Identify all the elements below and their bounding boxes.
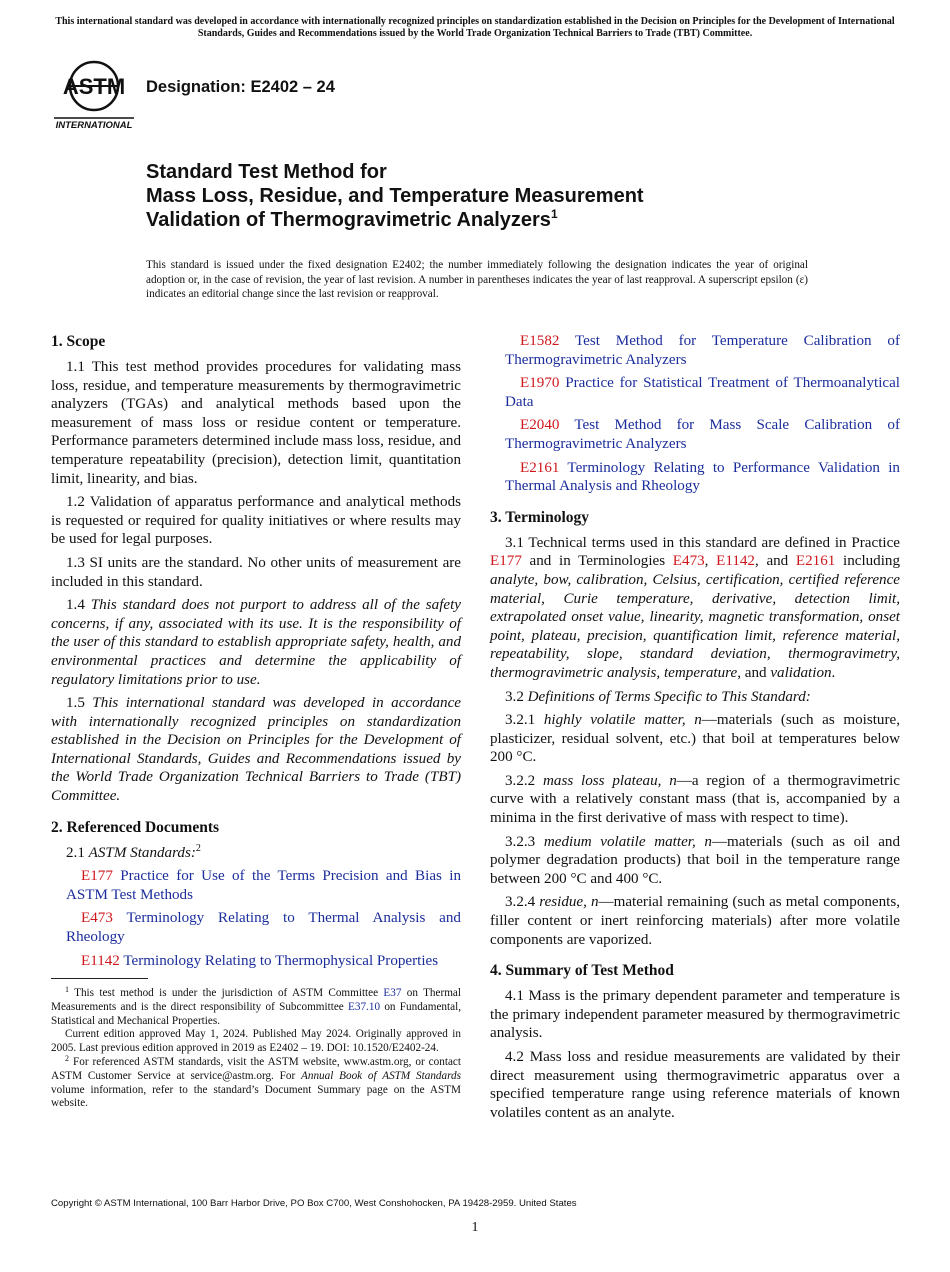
footnotes [51,987,461,1111]
para-1-5: 1.5 This international standard was developed in accordance with internationally recognized principles on standardization established in the Decision on Principles for the Development of International Standards, Guides and Recommendations issued by the World Trade Organization Technical Barriers to Trade (TBT) Committee. [51,695,461,805]
para-3-1: 3.1 Technical terms used in this standard are defined in Practice E177 and in Terminologies E473, E1142, and E2161 including analyte, bow, calibration, Celsius, certification, certified reference material, Curie temperature, derivative, detection limit, extrapolated onset value, linearity, magnetic transformation, onset point, plateau, precision, quantification limit, reference material, repeatability, slope, standard deviation, thermogravimetry, thermogravimetric analysis, temperature, and validation. [490,534,901,681]
footnote-1: $^1$ This test method is under the jurisdiction of ASTM Committee E37 on Thermal Measurements and is the direct responsibility of Subcommittee E37.10 on Fundamental, Statistical and Mechanical Properties. [51,985,461,1027]
ref-item[interactable]: E473 Terminology Relating to Thermal Analysis and Rheology [66,910,461,946]
ref-item[interactable]: E2040 Test Method for Mass Scale Calibration of Thermogravimetric Analyzers [505,417,900,452]
para-1-1: 1.1 This test method provides procedures for validating mass loss, residue, and temperature measurements by thermogravimetric analyzers (TGAs) and analytical methods based upon the measurement of mass loss or residue content or temperature. Performance parameters determined include mass loss, residue, and temperature repeatability (precision), detection limit, quantitation limit, linearity, and bias. [51,359,461,487]
para-3-2-2: 3.2.2 mass loss plateau, n—a region of a thermogravimetric curve with a relatively constant mass (that is, accompanied by a minima in the first derivative of mass with respect to time). [490,772,900,827]
tbt-header-note: This international standard was developed in accordance with internationally recognized principles on standardization established in the Decision on Principles for the Development of International Standards, Guides and Recommendations issued by the World Trade Organization Technical Barriers to Trade (TBT) Committee. [55,16,895,39]
logo-word: INTERNATIONAL [55,120,133,131]
ref-item[interactable]: E1582 Test Method for Temperature Calibration of Thermogravimetric Analyzers [505,333,900,368]
right-column [490,332,900,1127]
ref-item[interactable]: E1970 Practice for Statistical Treatment of Thermoanalytical Data [505,375,900,410]
section-1-heading: 1. Scope [51,333,106,350]
left-column [51,332,461,975]
para-1-4: 1.4 This standard does not purport to address all of the safety concerns, if any, associated with its use. It is the responsibility of the user of this standard to establish appropriate safety, health, and environmental practices and determine the applicability of regulatory limitations prior to use. [51,597,461,688]
link-e2161[interactable]: E2161 [795,553,836,570]
page-number: 1 [471,1220,479,1235]
section-2-heading: 2. Referenced Documents [51,818,220,836]
title-line-1: Standard Test Method for [146,161,387,183]
footnote-1-edition: Current edition approved May 1, 2024. Published May 2024. Originally approved in 2005. Last previous edition approved in 2019 as E2402 – 19. DOI: 10.1520/E2402-24. [51,1028,461,1055]
para-1-3: 1.3 SI units are the standard. No other units of measurement are included in this standard. [51,554,461,590]
para-1-2: 1.2 Validation of apparatus performance and analytical methods is requested or required for quality initiatives or where results may be used for legal purposes. [51,494,461,548]
designation: Designation: E2402 – 24 [146,78,335,96]
ref-item[interactable]: E177 Practice for Use of the Terms Precision and Bias in ASTM Test Methods [66,868,461,903]
footnote-rule [51,978,148,979]
para-3-2-3: 3.2.3 medium volatile matter, n—materials (such as oil and polymer degradation products) that boil in the temperature range between 200 °C and 400 °C. [490,833,900,887]
para-4-2: 4.2 Mass loss and residue measurements are validated by their direct measurement using thermogravimetric apparatus over a specified temperature range using reference materials of known volatiles content as an analyte. [490,1049,900,1121]
section-3-heading: 3. Terminology [490,508,590,526]
ref-item[interactable]: E1142 Terminology Relating to Thermophysical Properties [81,952,439,969]
title-line-2: Mass Loss, Residue, and Temperature Measurement [146,185,644,207]
preamble: This standard is issued under the fixed designation E2402; the number immediately following the designation indicates the year of original adoption or, in the case of revision, the year of last revision. A number in parentheses indicates the year of last reapproval. A superscript epsilon (ε) indicates an editorial change since the last revision or reapproval. [146,259,808,300]
para-3-2: 3.2 Definitions of Terms Specific to This Standard: [505,688,811,705]
title-footnote-mark: 1 [550,207,558,221]
copyright: Copyright © ASTM International, 100 Barr Harbor Drive, PO Box C700, West Conshohocken, PA 19428-2959. United States [51,1198,577,1209]
para-2-1: 2.1 ASTM Standards:$^2$ [66,842,201,861]
astm-logo [52,56,136,132]
title-line-3: Validation of Thermogravimetric Analyzers$^1$ [146,207,558,231]
para-3-2-4: 3.2.4 residue, n—material remaining (such as metal components, filler content or inert reinforcing materials) after more volatile components are vaporized. [490,894,901,948]
ref-item[interactable]: E2161 Terminology Relating to Performance Validation in Thermal Analysis and Rheology [505,459,900,495]
logo-letters: ASTM [62,74,126,99]
link-e37[interactable]: E37 [383,987,402,999]
link-e473[interactable]: E473 [672,553,705,570]
link-e177[interactable]: E177 [490,553,522,570]
section-4-heading: 4. Summary of Test Method [490,962,674,980]
para-4-1: 4.1 Mass is the primary dependent parameter and temperature is the primary independent parameter measured by thermogravimetric analysis. [490,988,900,1042]
link-e37-10[interactable]: E37.10 [348,1000,381,1013]
para-3-2-1: 3.2.1 highly volatile matter, n—materials (such as moisture, plasticizer, residual solvent, etc.) that boil at temperatures below 200 °C. [490,712,900,766]
document-title [146,160,866,232]
link-e1142[interactable]: E1142 [716,553,755,570]
footnote-2: $^2$ For referenced ASTM standards, visit the ASTM website, www.astm.org, or contact ASTM Customer Service at service@astm.org. For Annual Book of ASTM Standards volume information, refer to the standard’s Document Summary page on the ASTM website. [51,1053,461,1110]
